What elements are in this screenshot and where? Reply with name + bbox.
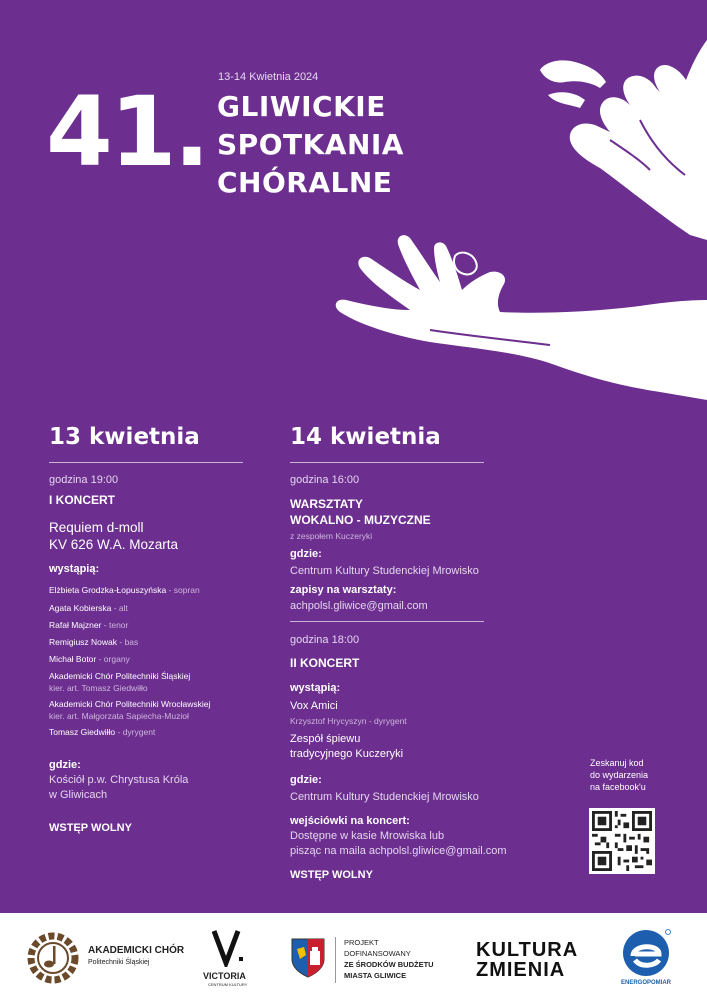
day1-divider	[49, 462, 243, 463]
day2-perf1-sub: Krzysztof Hrycyszyn - dyrygent	[290, 716, 407, 726]
day2-divider	[290, 462, 484, 463]
day2-tickets-label: wejściówki na koncert:	[290, 815, 410, 827]
day2-tickets-line2: pisząc na maila achpolsl.gliwice@gmail.com	[290, 845, 507, 857]
day1-work-line1: Requiem d-moll	[49, 520, 144, 535]
energopomiar-label: ENERGOPOMIAR	[621, 980, 672, 986]
qr-note-line1: Zeskanuj kod	[590, 758, 644, 768]
choir-logo-line2: Politechniki Śląskiej	[88, 959, 150, 966]
day2-divider-2	[290, 621, 484, 622]
day2-signup-email: achpolsl.gliwice@gmail.com	[290, 600, 428, 612]
sponsors-footer	[0, 913, 707, 1000]
day2-signup-label: zapisy na warsztaty:	[290, 584, 397, 596]
gliwice-coat-of-arms-icon	[290, 937, 326, 979]
title-line-1: GLIWICKIE	[217, 90, 386, 123]
day2-perf2-line1: Zespół śpiewu	[290, 733, 361, 745]
day1-heading: 13 kwietnia	[49, 424, 200, 450]
project-line4: MIASTA GLIWICE	[344, 971, 407, 980]
victoria-logo-line2: CENTRUM KULTURY	[208, 982, 248, 987]
day2-perf1: Vox Amici	[290, 700, 338, 712]
edition-number: 41.	[46, 76, 208, 188]
performer: Akademicki Chór Politechniki Śląskiej	[49, 671, 191, 681]
day2-workshop-sub: z zespołem Kuczeryki	[290, 531, 373, 541]
performer: Agata Kobierska - alt	[49, 603, 128, 613]
day1-free-entry: WSTĘP WOLNY	[49, 822, 132, 834]
day2-where2-label: gdzie:	[290, 774, 322, 786]
title-line-2: SPOTKANIA	[217, 128, 404, 161]
event-dates: 13-14 Kwietnia 2024	[218, 71, 319, 83]
day2-where2: Centrum Kultury Studenckiej Mrowisko	[290, 791, 479, 803]
day2-concert-title: II KONCERT	[290, 656, 360, 670]
qr-note-line2: do wydarzenia	[590, 770, 649, 780]
performer: Rafał Majzner - tenor	[49, 620, 129, 630]
day1-concert-title: I KONCERT	[49, 493, 115, 507]
day2-where-label: gdzie:	[290, 548, 322, 560]
project-line1: PROJEKT	[344, 938, 379, 947]
day2-workshop-line1: WARSZTATY	[290, 497, 363, 511]
performer: Akademicki Chór Politechniki Wrocławskiej	[49, 699, 211, 709]
day2-time2: godzina 18:00	[290, 634, 360, 646]
kultura-logo-line2: ZMIENIA	[476, 959, 566, 981]
project-line2: DOFINANSOWANY	[344, 949, 411, 958]
facebook-qr-code[interactable]	[589, 808, 655, 874]
kultura-logo-line1: KULTURA	[476, 939, 579, 961]
day2-heading: 14 kwietnia	[290, 424, 441, 450]
hands-illustration	[0, 0, 707, 410]
performer: Tomasz Giedwiłło - dyrygent	[49, 727, 156, 737]
day1-where-line1: Kościół p.w. Chrystusa Króla	[49, 774, 189, 786]
victoria-logo-icon	[212, 929, 244, 967]
day2-perf2-line2: tradycyjnego Kuczeryki	[290, 748, 404, 760]
performer: Elżbieta Grodzka-Łopuszyńska - sopran	[49, 585, 200, 595]
performer-conductor: kier. art. Małgorzata Sapiecha-Muzioł	[49, 711, 189, 721]
project-line3: ZE ŚRODKÓW BUDŻETU	[344, 960, 434, 969]
title-line-3: CHÓRALNE	[217, 166, 393, 199]
day1-performers-label: wystąpią:	[49, 563, 100, 575]
qr-note-line3: na facebook'u	[590, 782, 646, 792]
performer: Remigiusz Nowak - bas	[49, 637, 139, 647]
day1-time: godzina 19:00	[49, 474, 119, 486]
project-divider	[335, 937, 336, 983]
choir-gear-logo-icon	[25, 930, 81, 986]
day2-tickets-line1: Dostępne w kasie Mrowiska lub	[290, 830, 445, 842]
performer: Michał Botor - organy	[49, 654, 130, 664]
day1-where-label: gdzie:	[49, 759, 81, 771]
day2-free-entry: WSTĘP WOLNY	[290, 869, 373, 881]
day1-where-line2: w Gliwicach	[49, 789, 108, 801]
day2-where1: Centrum Kultury Studenckiej Mrowisko	[290, 565, 479, 577]
qr-code-icon	[592, 811, 652, 871]
day2-workshop-line2: WOKALNO - MUZYCZNE	[290, 513, 431, 527]
energopomiar-logo-icon	[621, 928, 671, 978]
day2-performers-label: wystąpią:	[290, 682, 341, 694]
day1-work-line2: KV 626 W.A. Mozarta	[49, 537, 179, 552]
choir-logo-line1: AKADEMICKI CHÓR	[88, 945, 185, 956]
performer-conductor: kier. art. Tomasz Giedwiłło	[49, 683, 148, 693]
victoria-logo-line1: VICTORIA	[203, 971, 246, 981]
day2-time1: godzina 16:00	[290, 474, 360, 486]
